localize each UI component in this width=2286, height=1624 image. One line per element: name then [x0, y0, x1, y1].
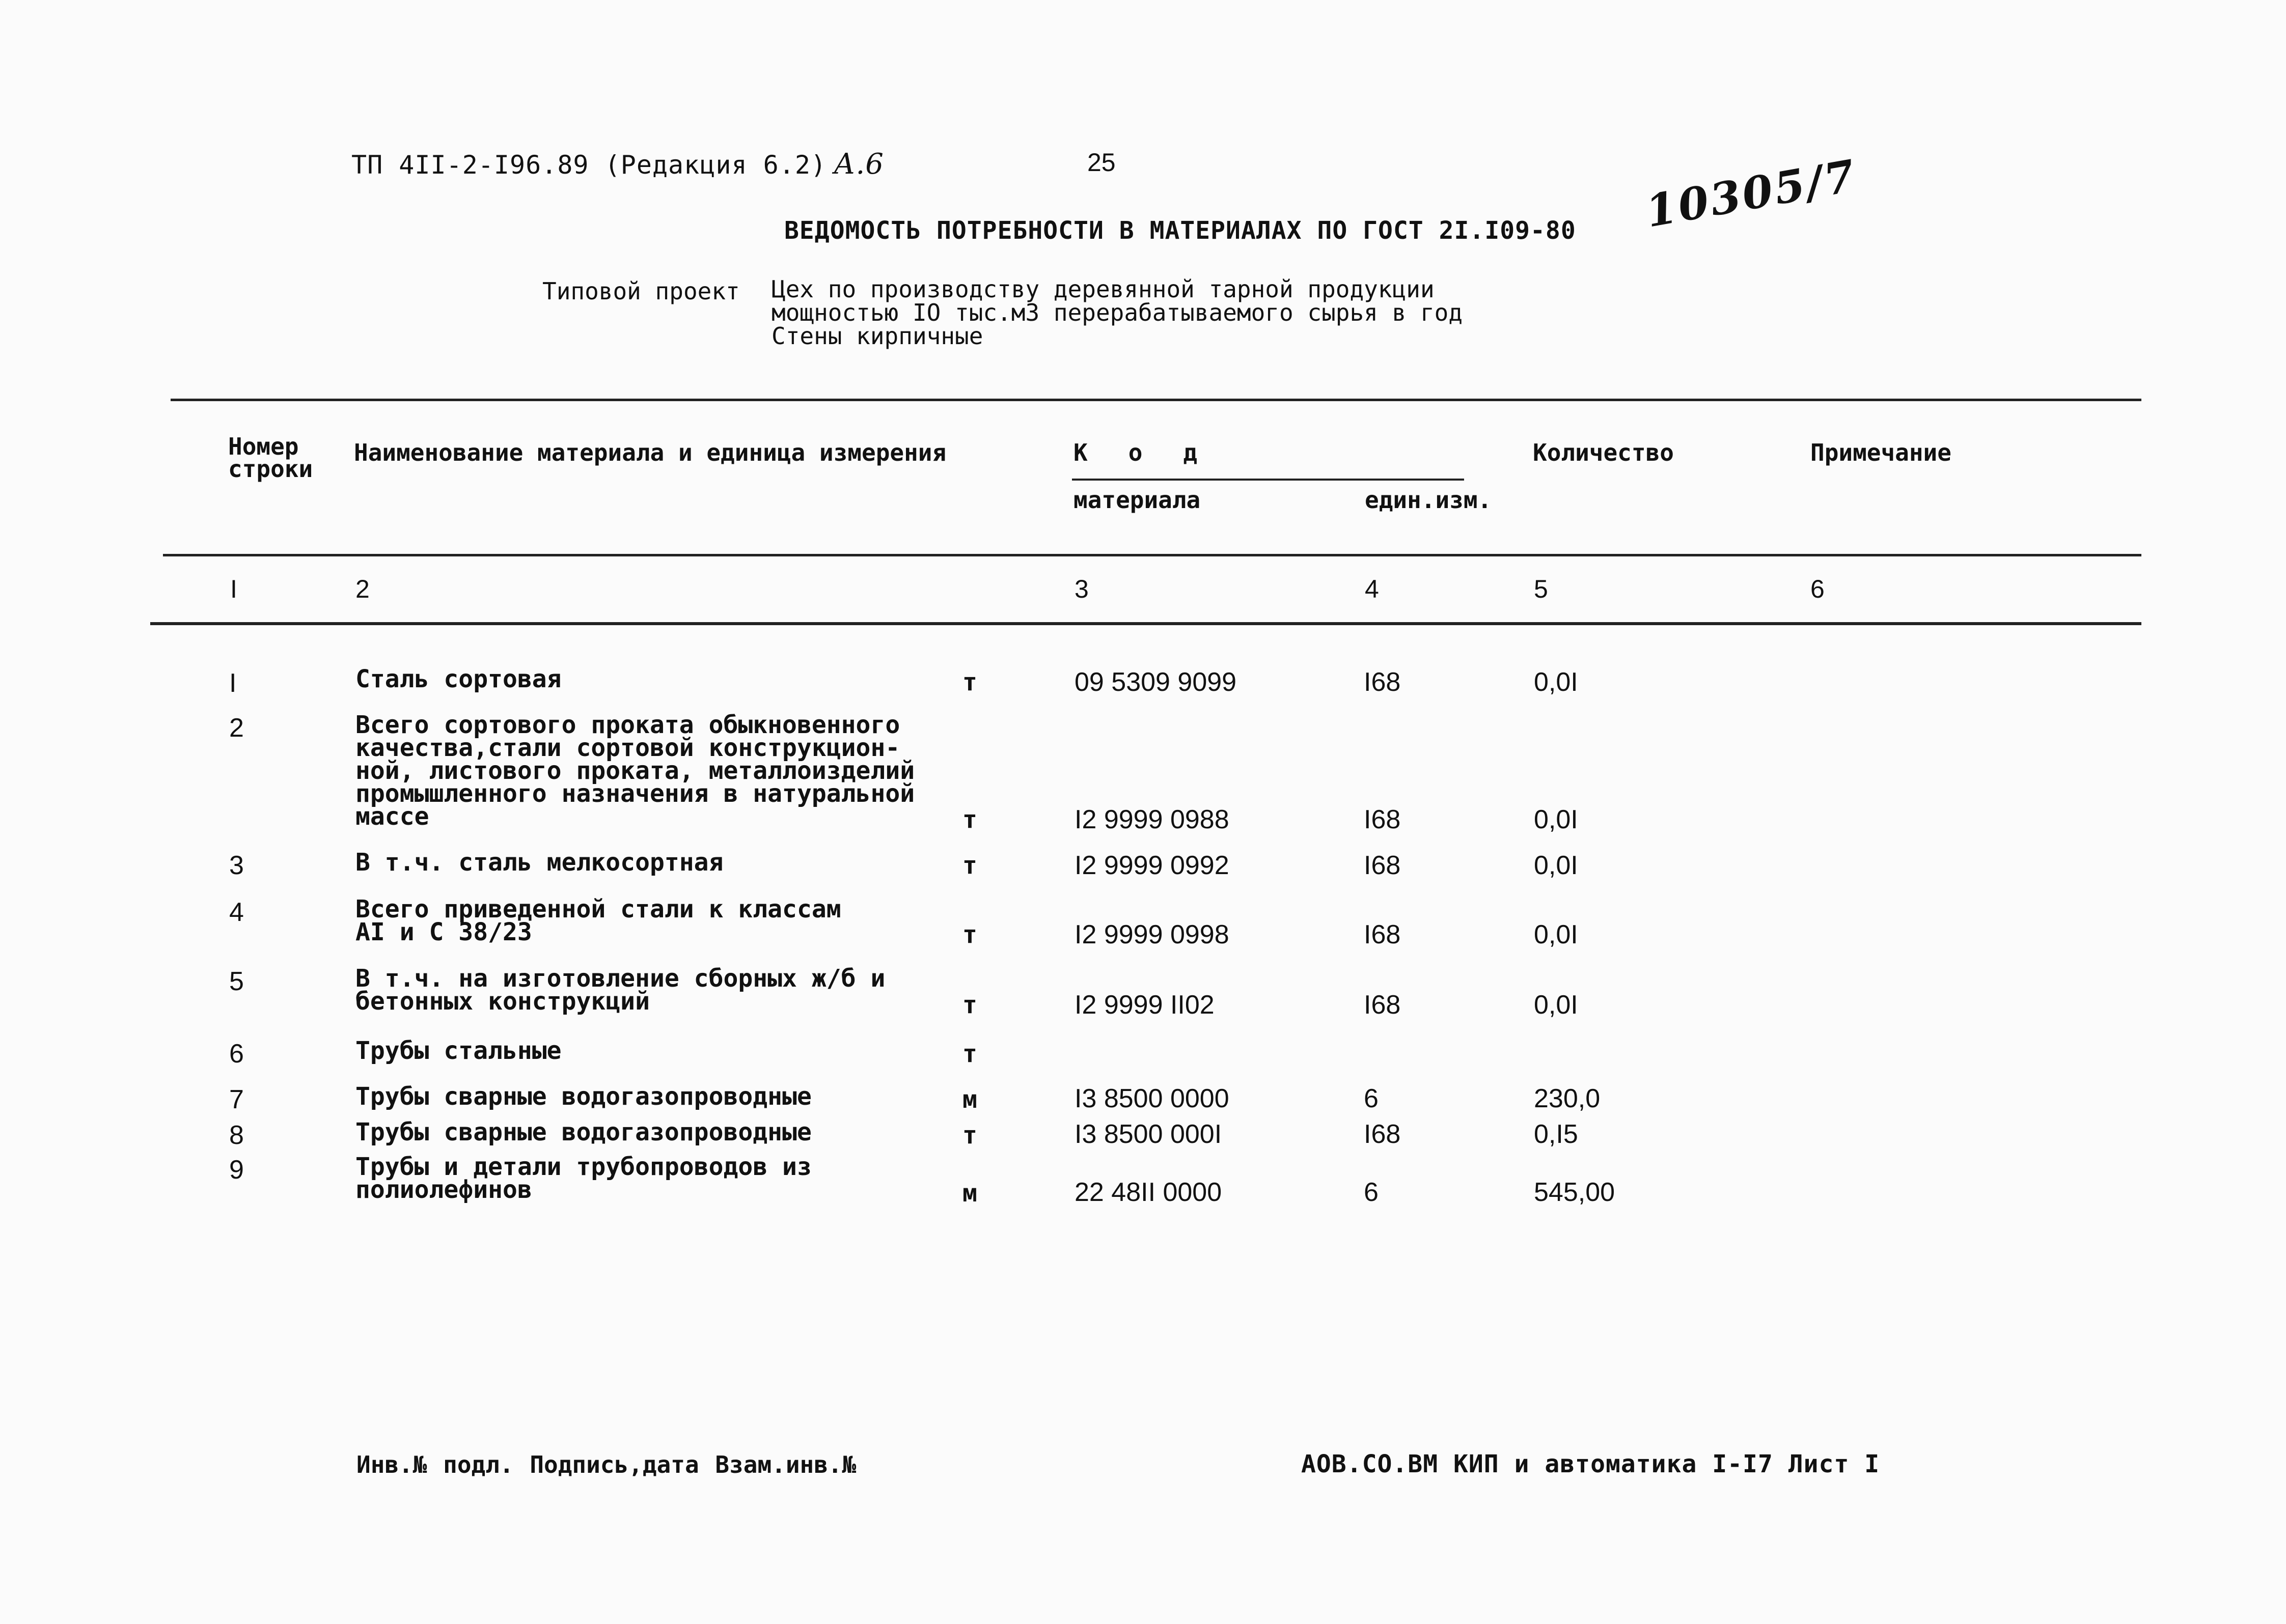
- material-code: 09 5309 9099: [1075, 667, 1237, 697]
- column-number: 2: [355, 575, 370, 603]
- row-number: 3: [229, 851, 244, 880]
- unit: т: [962, 805, 977, 834]
- document-reference: [351, 148, 884, 181]
- material-code: I2 9999 0988: [1075, 805, 1229, 834]
- unit: м: [962, 1179, 977, 1208]
- unit-code: I68: [1364, 667, 1401, 697]
- project-line: Стены кирпичные: [772, 322, 983, 350]
- row-number: 6: [229, 1039, 244, 1069]
- unit-code: 6: [1364, 1178, 1379, 1207]
- material-name: Трубы стальные: [355, 1037, 562, 1065]
- header-code: Код: [1073, 439, 1238, 466]
- material-name: В т.ч. сталь мелкосортная: [355, 848, 724, 877]
- inventory-number-handwritten: 10305/7: [1642, 150, 1861, 238]
- quantity: 545,00: [1534, 1178, 1615, 1207]
- material-code: I2 9999 0998: [1075, 920, 1229, 949]
- project-description: [772, 277, 1463, 348]
- material-name: Сталь сортовая: [355, 665, 562, 693]
- header-note: Примечание: [1810, 439, 1951, 466]
- unit-code: I68: [1364, 805, 1401, 834]
- unit: т: [962, 851, 977, 880]
- column-number-rule: [150, 622, 2141, 625]
- footer-stamp-right: АОВ.СО.ВМ КИП и автоматика I-I7 Лист I: [1301, 1450, 1880, 1478]
- row-number: 9: [229, 1155, 244, 1185]
- unit: т: [962, 1040, 977, 1068]
- document-title: ВЕДОМОСТЬ ПОТРЕБНОСТИ В МАТЕРИАЛАХ ПО ГОСТ 2I.I09-80: [784, 216, 1576, 245]
- quantity: 0,0I: [1534, 851, 1578, 880]
- unit-code: 6: [1364, 1084, 1379, 1113]
- document-reference-text: ТП 4II-2-I96.89 (Редакция 6.2): [351, 150, 827, 180]
- header-material-name: Наименование материала и единица измерения: [354, 439, 947, 466]
- material-name: Трубы сварные водогазопроводные: [355, 1082, 812, 1111]
- unit: т: [962, 920, 977, 949]
- unit-code: I68: [1364, 1119, 1401, 1149]
- quantity: 0,0I: [1534, 990, 1578, 1020]
- unit: т: [962, 668, 977, 696]
- project-line: Цех по производству деревянной тарной продукции: [772, 275, 1435, 303]
- header-bottom-rule: [163, 554, 2141, 556]
- material-code: I3 8500 000I: [1075, 1119, 1222, 1149]
- header-code-material: материала: [1073, 486, 1201, 514]
- quantity: 230,0: [1534, 1084, 1601, 1113]
- quantity: 0,I5: [1534, 1119, 1578, 1149]
- unit-code: I68: [1364, 920, 1401, 949]
- quantity: 0,0I: [1534, 920, 1578, 949]
- row-number: 7: [229, 1085, 244, 1114]
- column-number: 3: [1075, 575, 1089, 603]
- project-line: мощностью IO тыс.м3 перерабатываемого сырья в год: [772, 299, 1463, 326]
- material-code: 22 48II 0000: [1075, 1178, 1222, 1207]
- unit: т: [962, 1121, 977, 1150]
- column-number: 6: [1810, 575, 1825, 603]
- quantity: 0,0I: [1534, 667, 1578, 697]
- page-number: 25: [1087, 148, 1116, 177]
- row-number: 4: [229, 898, 244, 927]
- column-number: 5: [1534, 575, 1548, 603]
- unit-code: I68: [1364, 851, 1401, 880]
- unit: м: [962, 1085, 977, 1114]
- material-code: I3 8500 0000: [1075, 1084, 1229, 1113]
- header-quantity: Количество: [1533, 439, 1674, 466]
- row-number: 2: [229, 713, 244, 743]
- unit-code: I68: [1364, 990, 1401, 1020]
- document-reference-handwritten: А.6: [834, 148, 884, 181]
- quantity: 0,0I: [1534, 805, 1578, 834]
- row-number: 5: [229, 967, 244, 996]
- material-name: Трубы и детали трубопроводов из полиолефинов: [355, 1153, 812, 1204]
- row-number: 8: [229, 1121, 244, 1150]
- material-code: I2 9999 0992: [1075, 851, 1229, 880]
- material-name: Трубы сварные водогазопроводные: [355, 1118, 812, 1146]
- table-top-rule: [171, 399, 2141, 401]
- row-number: I: [229, 668, 237, 698]
- footer-stamp-left: Инв.№ подл. Подпись,дата Взам.инв.№: [356, 1451, 857, 1478]
- material-name: В т.ч. на изготовление сборных ж/б и бетонных конструкций: [355, 964, 886, 1016]
- column-number: I: [230, 575, 237, 603]
- material-code: I2 9999 II02: [1075, 990, 1215, 1020]
- material-name: Всего приведенной стали к классам АI и С 38/23: [355, 895, 841, 946]
- column-number: 4: [1365, 575, 1379, 603]
- material-name: Всего сортового проката обыкновенного качества,стали сортовой конструкцион- ной, листового проката, металлоизделий промышленного назначения в натуральной массе: [355, 711, 915, 831]
- header-row-number: Номер строки: [228, 433, 313, 483]
- unit: т: [962, 991, 977, 1019]
- project-label: Типовой проект: [542, 277, 740, 305]
- header-code-unit: един.изм.: [1365, 486, 1492, 514]
- code-header-rule: [1072, 479, 1464, 481]
